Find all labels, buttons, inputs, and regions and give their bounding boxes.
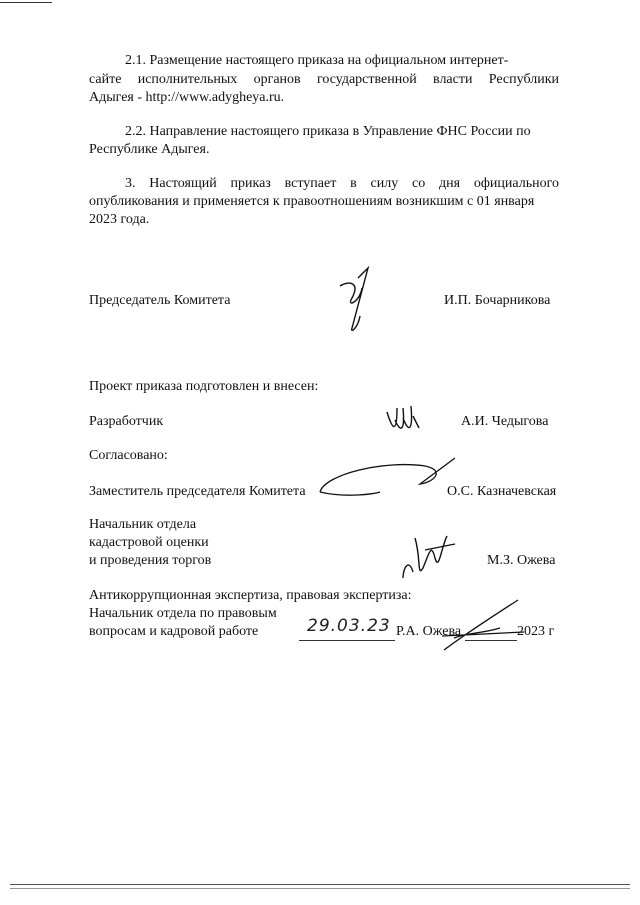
deputy-title: Заместитель председателя Комитета bbox=[89, 484, 306, 499]
developer-name: А.И. Чедыгова bbox=[461, 414, 549, 429]
bottom-rule-2 bbox=[10, 888, 630, 889]
developer-title: Разработчик bbox=[89, 414, 164, 429]
expertise-heading: Антикоррупционная экспертиза, правовая экспертиза: bbox=[89, 588, 412, 603]
expertise-year: 2023 г bbox=[517, 624, 555, 639]
prepared-heading: Проект приказа подготовлен и внесен: bbox=[89, 379, 319, 394]
expertise-title-line2: вопросам и кадровой работе bbox=[89, 624, 259, 639]
cadastral-title-line1: Начальник отдела bbox=[89, 517, 197, 532]
cadastral-name: М.З. Ожева bbox=[487, 553, 556, 568]
handwritten-date: 29.03.23 bbox=[307, 616, 391, 636]
developer-signature bbox=[383, 402, 423, 438]
cadastral-title-line3: и проведения торгов bbox=[89, 553, 212, 568]
cadastral-title-line2: кадастровой оценки bbox=[89, 535, 209, 550]
para-2-1-line1: 2.1. Размещение настоящего приказа на официальном интернет- bbox=[125, 53, 509, 68]
para-3-line3: 2023 года. bbox=[89, 212, 150, 227]
bottom-rule bbox=[10, 884, 630, 885]
cadastral-signature bbox=[395, 528, 465, 588]
para-2-1-line2: сайте исполнительных органов государственной власти Республики bbox=[89, 72, 559, 87]
expertise-title-line1: Начальник отдела по правовым bbox=[89, 606, 277, 621]
para-2-1-line3: Адыгея - http://www.adygheya.ru. bbox=[89, 90, 285, 105]
chair-signature bbox=[330, 258, 390, 338]
chair-title: Председатель Комитета bbox=[89, 293, 231, 308]
top-left-rule bbox=[0, 2, 52, 3]
chair-name: И.П. Бочарникова bbox=[444, 293, 551, 308]
para-2-2-line1: 2.2. Направление настоящего приказа в Управление ФНС России по bbox=[125, 124, 531, 139]
para-3-line1: 3. Настоящий приказ вступает в силу со дня официального bbox=[125, 176, 559, 191]
signature-underline bbox=[465, 640, 517, 641]
deputy-signature bbox=[315, 452, 465, 502]
deputy-name: О.С. Казначевская bbox=[447, 484, 557, 499]
date-underline bbox=[299, 640, 395, 641]
expertise-name: Р.А. Ожева bbox=[396, 624, 462, 639]
para-3-line2: опубликования и применяется к правоотношениям возникшим с 01 января bbox=[89, 194, 535, 209]
agreed-heading: Согласовано: bbox=[89, 448, 168, 463]
para-2-2-line2: Республике Адыгея. bbox=[89, 142, 210, 157]
